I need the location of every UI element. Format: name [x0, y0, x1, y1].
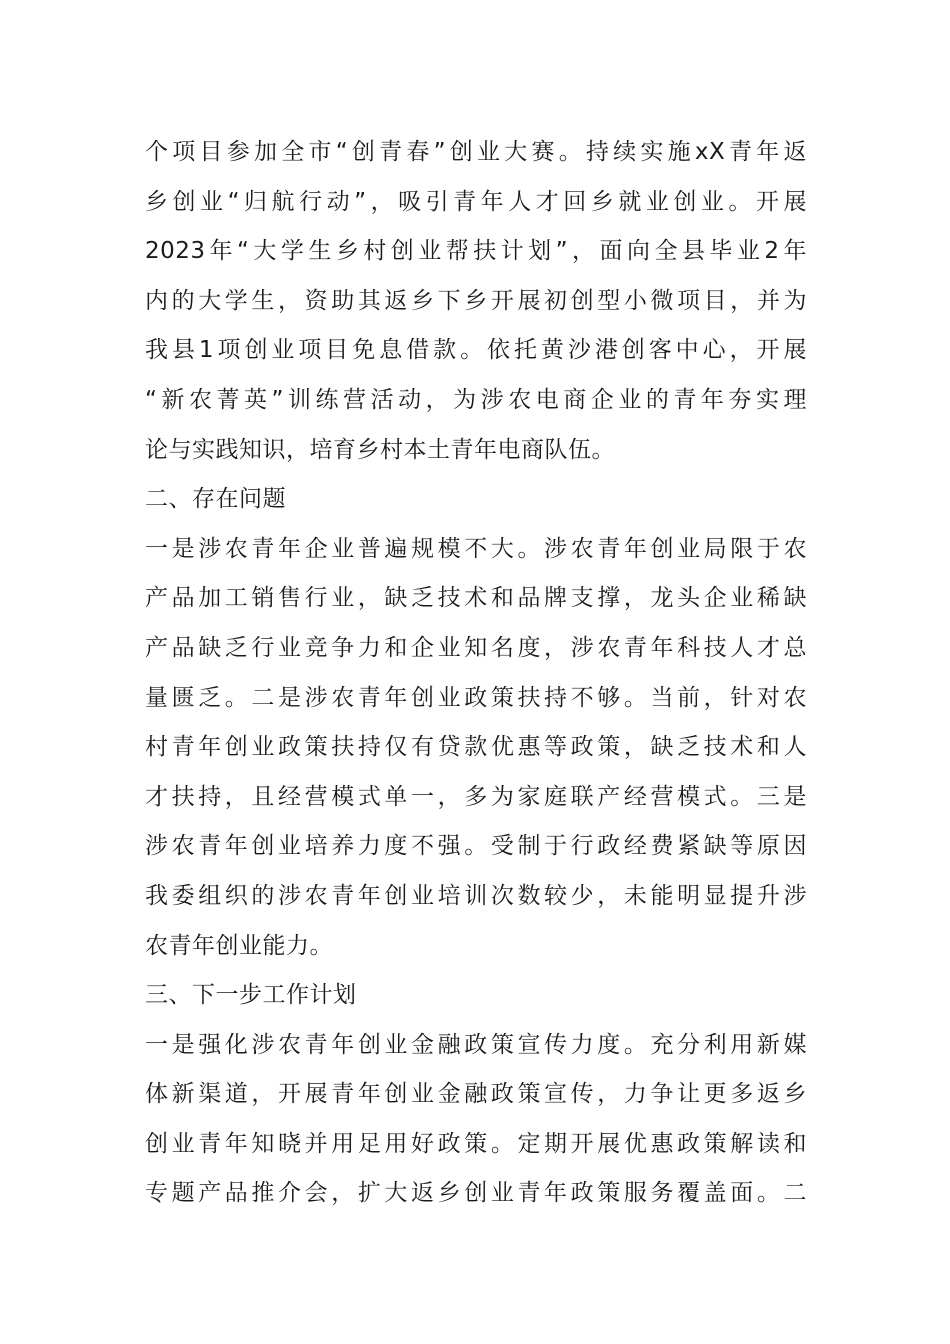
paragraph-line: 内的大学生，资助其返乡下乡开展初创型小微项目，并为 — [145, 287, 807, 314]
section-heading-next-steps: 三、下一步工作计划 — [145, 982, 357, 1009]
paragraph-line: 涉农青年创业培养力度不强。受制于行政经费紧缺等原因 — [145, 833, 807, 860]
paragraph-line: 2023年“大学生乡村创业帮扶计划”，面向全县毕业2年 — [145, 238, 807, 265]
paragraph-line: 产品缺乏行业竞争力和企业知名度，涉农青年科技人才总 — [145, 634, 807, 661]
paragraph-line: 体新渠道，开展青年创业金融政策宣传，力争让更多返乡 — [145, 1081, 807, 1108]
paragraph-line: “新农菁英”训练营活动，为涉农电商企业的青年夯实理 — [145, 386, 807, 413]
paragraph-line: 创业青年知晓并用足用好政策。定期开展优惠政策解读和 — [145, 1130, 807, 1157]
paragraph-line: 我委组织的涉农青年创业培训次数较少，未能明显提升涉 — [145, 882, 807, 909]
document-body — [145, 128, 807, 1219]
paragraph-line: 产品加工销售行业，缺乏技术和品牌支撑，龙头企业稀缺 — [145, 585, 807, 612]
paragraph-line: 一是强化涉农青年创业金融政策宣传力度。充分利用新媒 — [145, 1031, 807, 1058]
paragraph-line: 乡创业“归航行动”，吸引青年人才回乡就业创业。开展 — [145, 188, 807, 215]
paragraph-line: 个项目参加全市“创青春”创业大赛。持续实施xX青年返 — [145, 139, 807, 165]
paragraph-line: 一是涉农青年企业普遍规模不大。涉农青年创业局限于农 — [145, 535, 807, 562]
paragraph-line: 量匮乏。二是涉农青年创业政策扶持不够。当前，针对农 — [145, 684, 807, 711]
paragraph-line: 论与实践知识，培育乡村本土青年电商队伍。 — [145, 436, 615, 463]
paragraph-line: 我县1项创业项目免息借款。依托黄沙港创客中心，开展 — [145, 337, 807, 364]
section-heading-problems: 二、存在问题 — [145, 486, 286, 513]
paragraph-line: 才扶持，且经营模式单一，多为家庭联产经营模式。三是 — [145, 783, 807, 810]
paragraph-line: 村青年创业政策扶持仅有贷款优惠等政策，缺乏技术和人 — [145, 734, 807, 761]
paragraph-line: 农青年创业能力。 — [145, 932, 333, 959]
paragraph-line: 专题产品推介会，扩大返乡创业青年政策服务覆盖面。二 — [145, 1180, 807, 1207]
